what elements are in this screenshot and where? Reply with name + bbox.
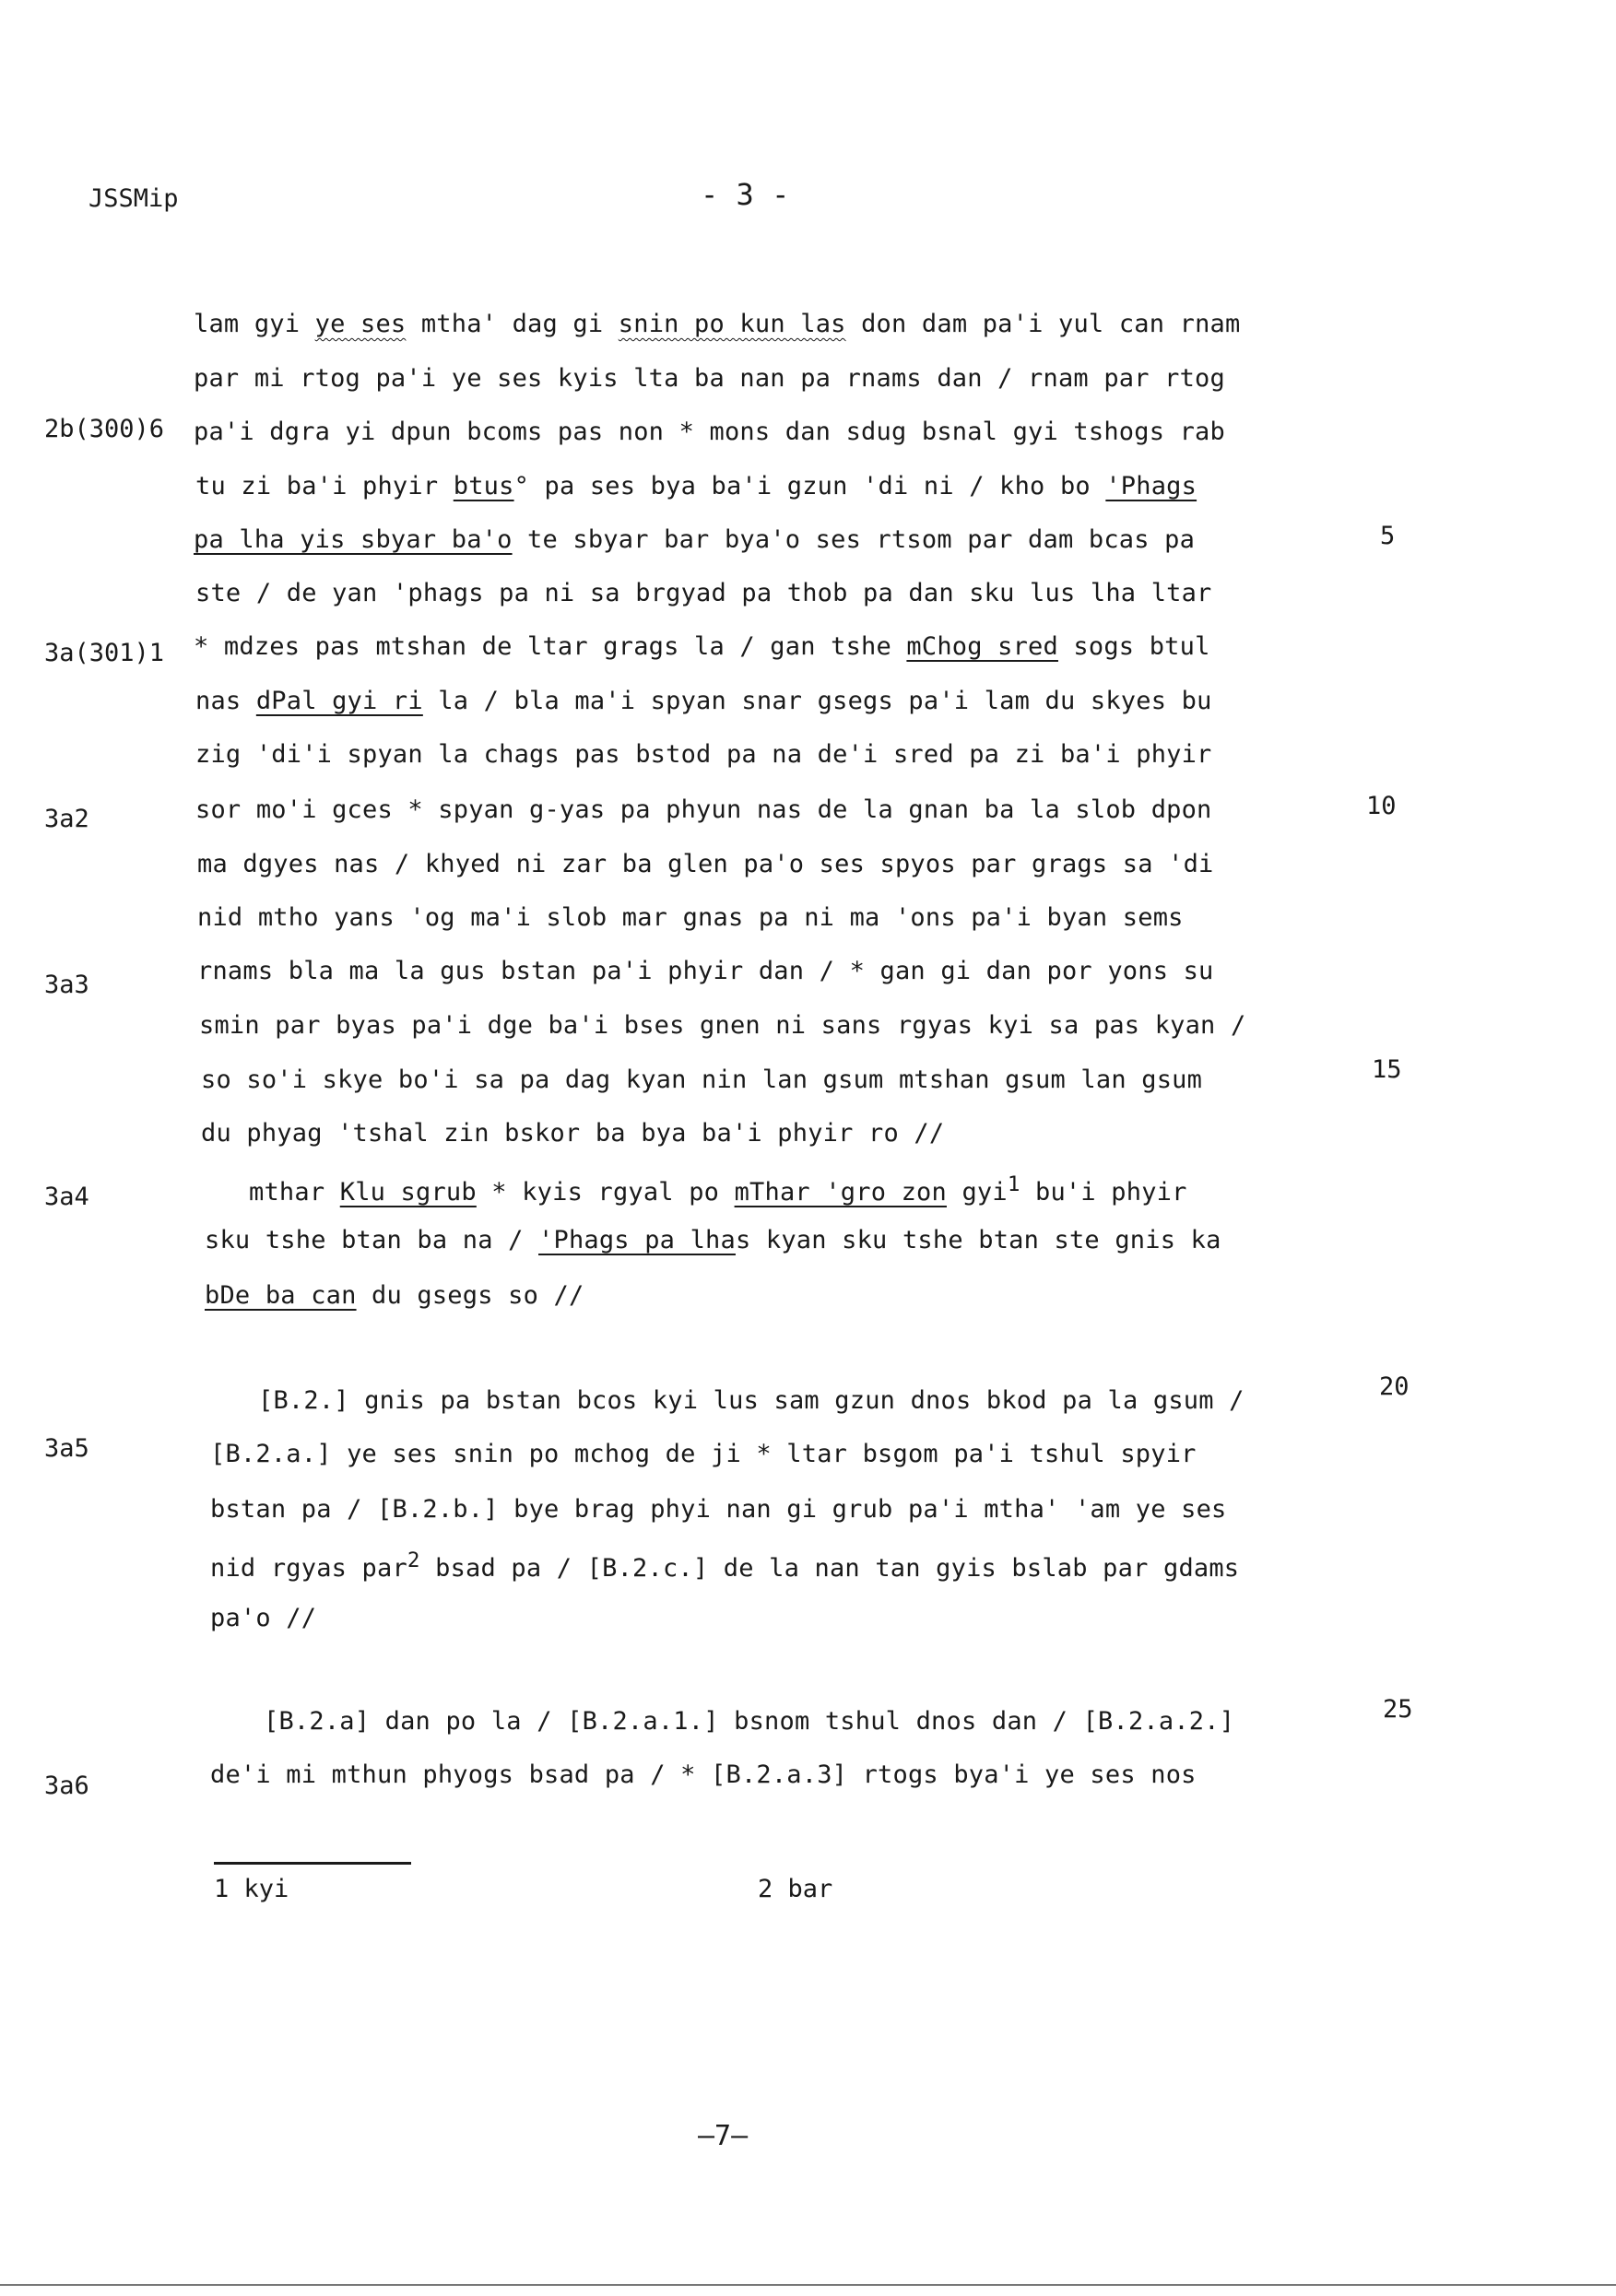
underlined-term: btus (453, 472, 514, 500)
text-segment: smin par byas pa'i dge ba'i bses gnen ni sans rgyas kyi sa pas kyan / (199, 1011, 1246, 1040)
line-number: 20 (1379, 1372, 1410, 1401)
footnote-marker: 2 (407, 1548, 420, 1572)
underlined-term: bDe ba can (205, 1281, 357, 1310)
text-segment: sogs btul (1057, 632, 1210, 661)
underlined-term: pa lha yis sbyar ba'o (194, 525, 513, 554)
text-line (194, 364, 1225, 393)
underlined-term: 'Phags pa lha (538, 1226, 736, 1254)
text-segment: du phyag 'tshal zin bskor ba bya ba'i phyir ro // (201, 1119, 945, 1148)
underlined-term: dPal gyi ri (255, 687, 423, 715)
text-line (210, 1604, 316, 1632)
text-line (264, 1707, 1234, 1736)
text-line (205, 1226, 1221, 1254)
text-segment: ma dgyes nas / khyed ni zar ba glen pa'o ses spyos par grags sa 'di (197, 850, 1214, 878)
underlined-term: mThar 'gro zon (734, 1178, 947, 1207)
text-segment: tu zi ba'i phyir (195, 472, 454, 500)
text-line (249, 1172, 1187, 1207)
text-line (201, 1119, 944, 1148)
text-segment: sor mo'i gces * spyan g-yas pa phyun nas de la gnan ba la slob dpon (195, 795, 1212, 824)
text-line (197, 850, 1214, 878)
margin-ref: 3a4 (44, 1183, 89, 1211)
text-line (194, 310, 1240, 338)
text-line (197, 903, 1184, 932)
text-segment: zig 'di'i spyan la chags pas bstod pa na de'i sred pa zi ba'i phyir (195, 740, 1212, 769)
text-line (197, 957, 1214, 985)
text-segment: [B.2.a.] ye ses snin po mchog de ji * ltar bsgom pa'i tshul spyir (210, 1440, 1197, 1468)
text-line (199, 1011, 1245, 1040)
document-id: JSSMip (88, 184, 179, 213)
text-segment: la / bla ma'i spyan snar gsegs pa'i lam du skyes bu (422, 687, 1212, 715)
page-number-bottom: —7— (698, 2120, 749, 2152)
text-line (210, 1760, 1197, 1789)
text-segment: [B.2.a] dan po la / [B.2.a.1.] bsnom tshul dnos dan / [B.2.a.2.] (264, 1707, 1235, 1736)
text-segment: so so'i skye bo'i sa pa dag kyan nin lan gsum mtshan gsum lan gsum (201, 1066, 1203, 1094)
text-line (258, 1386, 1244, 1415)
text-segment: [B.2.] gnis pa bstan bcos kyi lus sam gzun dnos bkod pa la gsum / (258, 1386, 1244, 1415)
text-line (201, 1066, 1202, 1094)
margin-ref: 3a(301)1 (44, 639, 165, 667)
text-segment: sku tshe btan ba na / (205, 1226, 539, 1254)
footnote-rule (214, 1862, 411, 1865)
text-segment: ° pa ses bya ba'i gzun 'di ni / kho bo (513, 472, 1106, 500)
text-line (194, 525, 1195, 554)
text-line (205, 1281, 584, 1310)
text-segment: mthar (249, 1178, 340, 1207)
line-number: 5 (1380, 522, 1396, 550)
text-line (210, 1440, 1197, 1468)
text-segment: te sbyar bar bya'o ses rtsom par dam bcas pa (512, 525, 1196, 554)
margin-ref: 3a3 (44, 971, 89, 999)
margin-ref: 2b(300)6 (44, 415, 165, 443)
text-segment: bstan pa / [B.2.b.] bye brag phyi nan gi grub pa'i mtha' 'am ye ses (210, 1495, 1227, 1524)
margin-ref: 3a2 (44, 805, 89, 833)
text-segment: don dam pa'i yul can rnam (845, 310, 1241, 338)
page-number-top: - 3 - (701, 177, 790, 212)
footnote-marker: 1 (1007, 1172, 1020, 1196)
text-segment: bsad pa / [B.2.c.] de la nan tan gyis bslab par gdams (419, 1554, 1240, 1583)
text-line (195, 687, 1212, 715)
text-line (195, 472, 1197, 500)
line-number: 15 (1372, 1055, 1402, 1084)
text-line (194, 632, 1210, 661)
underlined-term: ye ses (314, 310, 407, 338)
footnote: 2 bar (758, 1875, 833, 1903)
text-segment: de'i mi mthun phyogs bsad pa / * [B.2.a.3] rtogs bya'i ye ses nos (210, 1760, 1197, 1789)
text-line (195, 579, 1212, 607)
text-segment: gyi (946, 1178, 1008, 1207)
text-line (210, 1548, 1239, 1583)
text-line (210, 1495, 1227, 1524)
text-segment: nid mtho yans 'og ma'i slob mar gnas pa ni ma 'ons pa'i byan sems (197, 903, 1184, 932)
text-segment: * mdzes pas mtshan de ltar grags la / gan tshe (194, 632, 907, 661)
text-segment: pa'i dgra yi dpun bcoms pas non * mons dan sdug bsnal gyi tshogs rab (194, 418, 1225, 446)
text-segment: nid rgyas par (210, 1554, 407, 1583)
page-edge (0, 2284, 1616, 2286)
text-segment: rnams bla ma la gus bstan pa'i phyir dan / * gan gi dan por yons su (197, 957, 1214, 985)
line-number: 25 (1383, 1695, 1413, 1724)
text-line (195, 740, 1212, 769)
footnote: 1 kyi (214, 1875, 289, 1903)
underlined-term: mChog sred (906, 632, 1058, 661)
text-segment: nas (195, 687, 256, 715)
text-segment: s kyan sku tshe btan ste gnis ka (735, 1226, 1221, 1254)
text-segment: mtha' dag gi (406, 310, 619, 338)
text-segment: du gsegs so // (356, 1281, 584, 1310)
text-line (194, 418, 1225, 446)
margin-ref: 3a6 (44, 1772, 89, 1800)
text-segment: par mi rtog pa'i ye ses kyis lta ba nan pa rnams dan / rnam par rtog (194, 364, 1225, 393)
text-segment: * kyis rgyal po (476, 1178, 735, 1207)
line-number: 10 (1366, 792, 1397, 820)
underlined-term: Klu sgrub (339, 1178, 477, 1207)
text-line (195, 795, 1212, 824)
underlined-term: snin po kun las (618, 310, 846, 338)
underlined-term: 'Phags (1105, 472, 1197, 500)
text-segment: ste / de yan 'phags pa ni sa brgyad pa thob pa dan sku lus lha ltar (195, 579, 1212, 607)
text-segment: lam gyi (194, 310, 315, 338)
text-segment: pa'o // (210, 1604, 317, 1632)
margin-ref: 3a5 (44, 1434, 89, 1463)
text-segment: bu'i phyir (1020, 1178, 1187, 1207)
